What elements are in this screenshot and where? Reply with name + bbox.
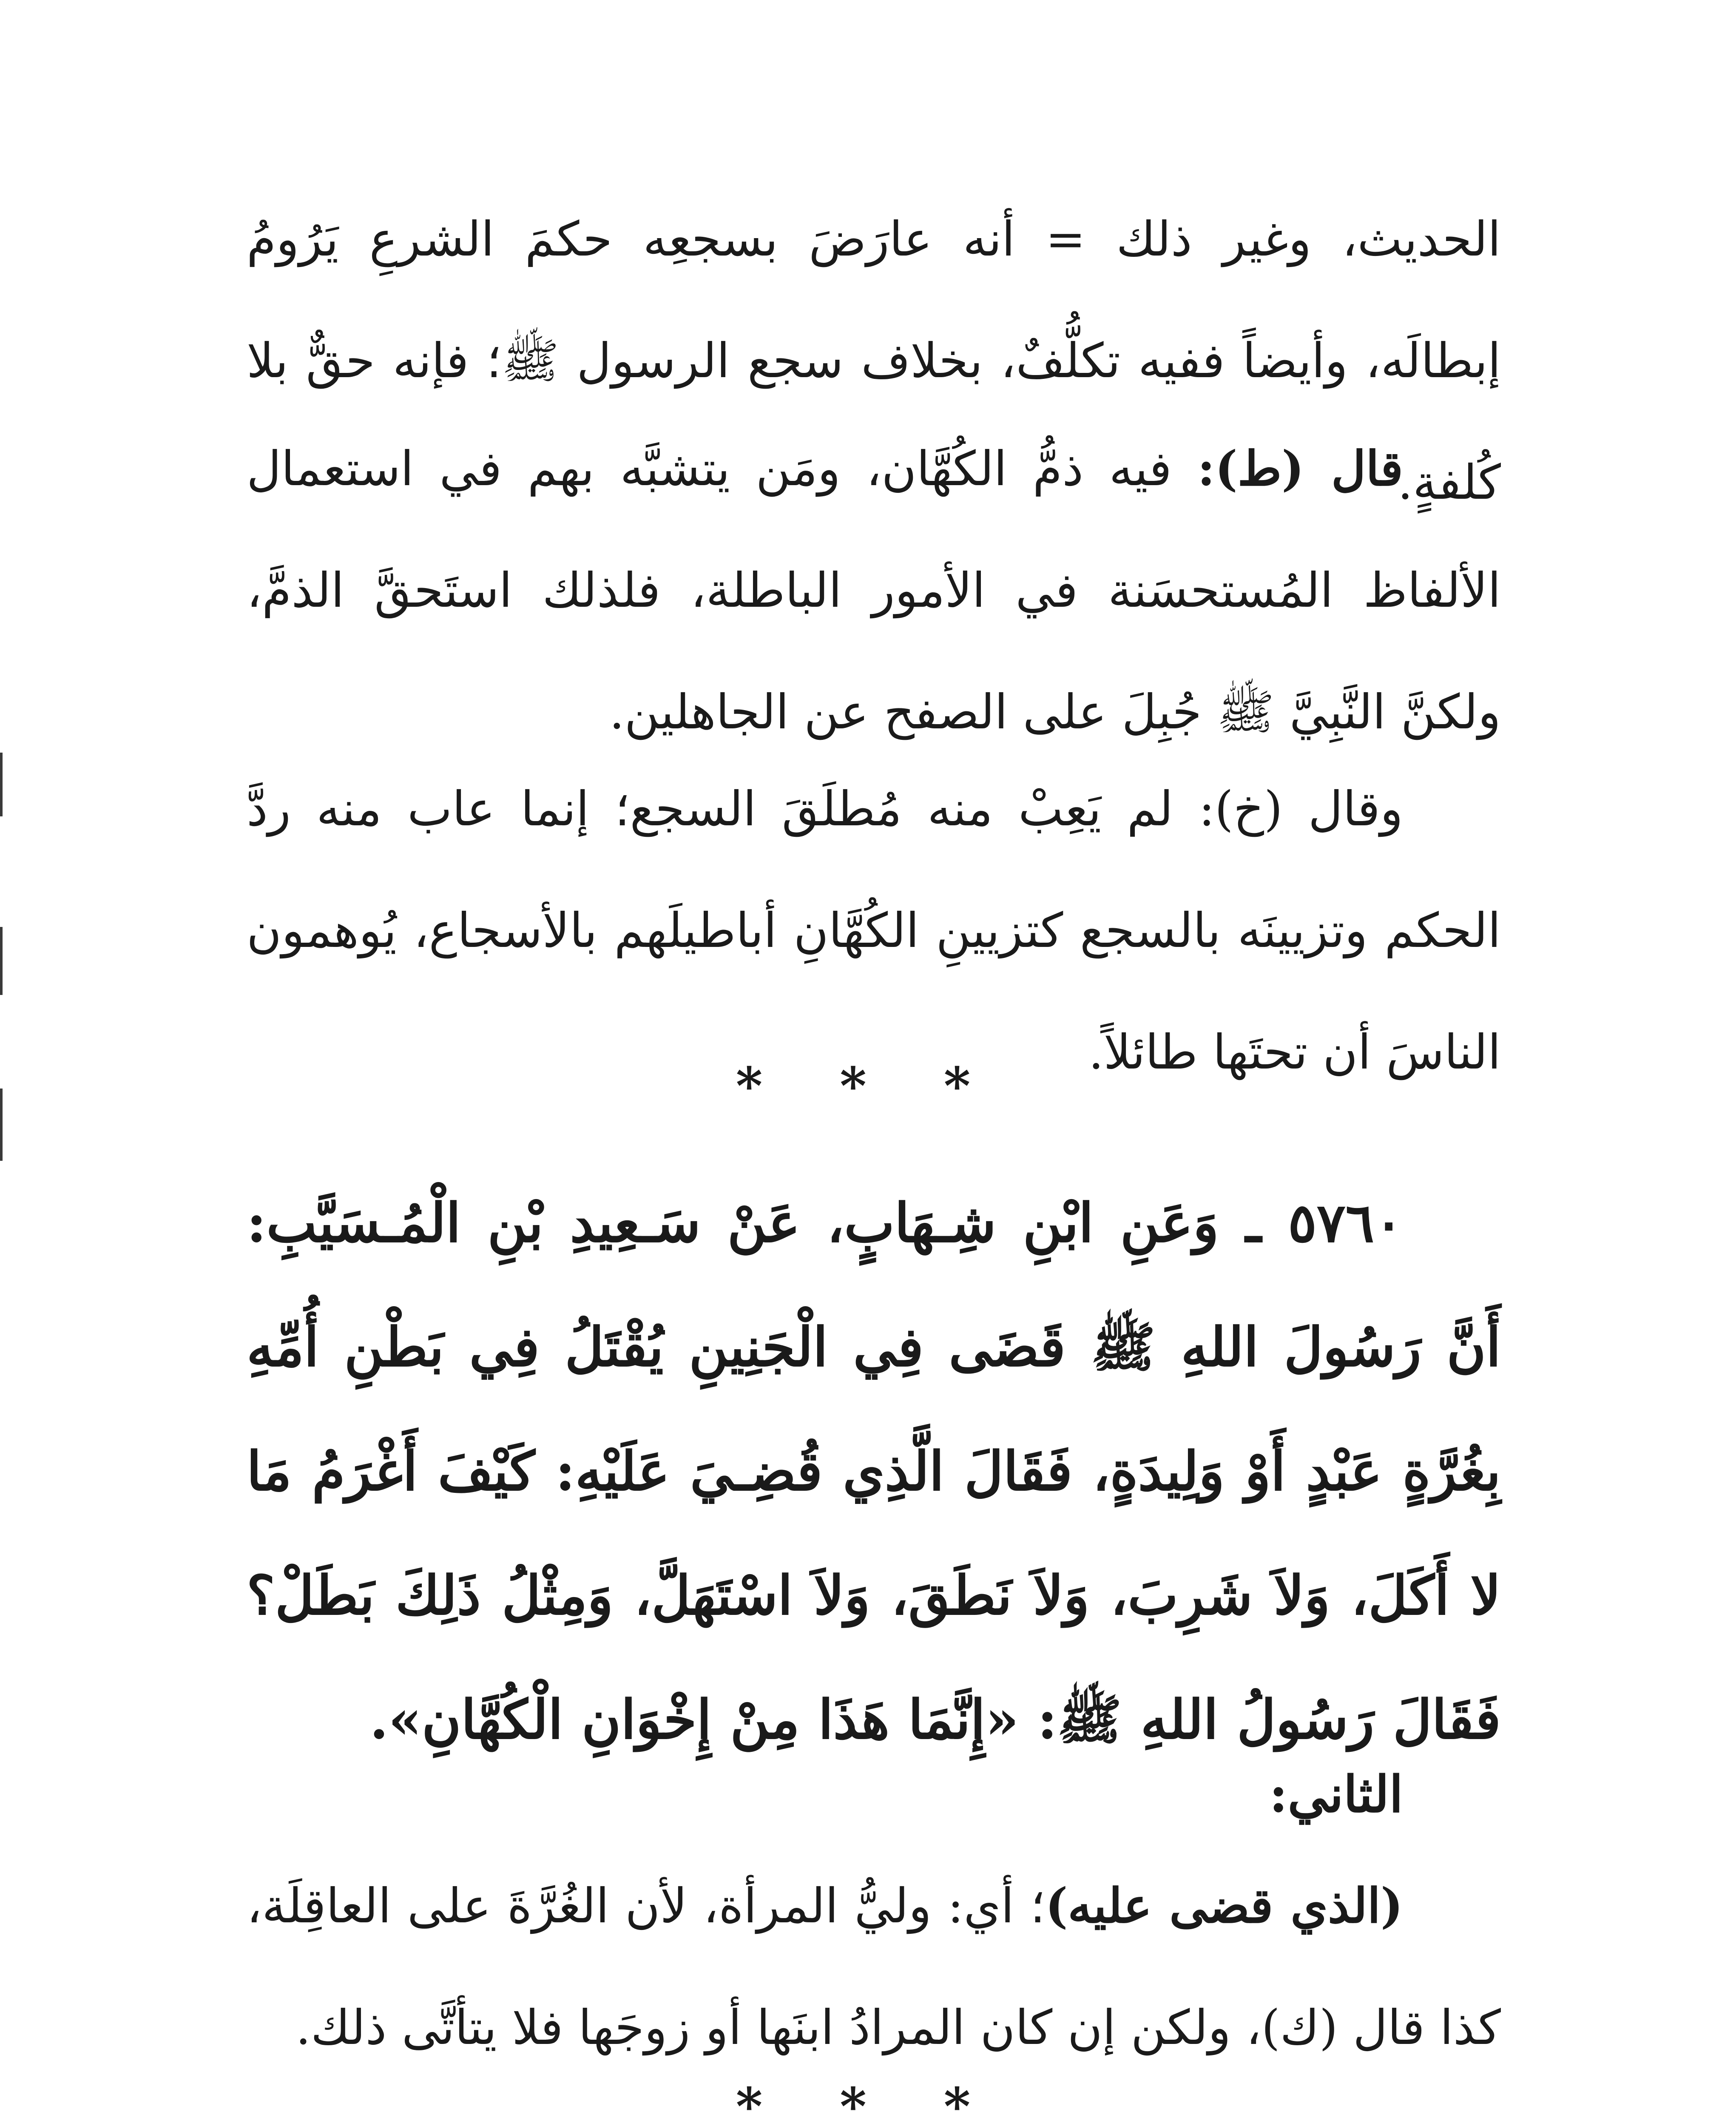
section-title: الثاني: — [1269, 1765, 1403, 1824]
commentary-paragraph-4 — [247, 1845, 1501, 2089]
commentary-paragraph-2 — [247, 408, 1501, 773]
section-divider — [0, 2075, 1736, 2126]
divider-asterisks: * * * — [736, 1056, 1000, 1116]
quoted-phrase: (الذي قضى عليه) — [1045, 1878, 1403, 1934]
scan-margin-mark — [0, 927, 3, 995]
paragraph-text: الحديث، وغير ذلك = أنه عارَضَ بسجعِه حكمَ الشرعِ يَرُومُ إبطالَه، وأيضاً ففيه تكلُّفٌ، بخلاف سجع الرسول ﷺ؛ فإنه حقٌّ بلا كُلفةٍ. — [247, 212, 1501, 510]
commentator-label: قال (ط): — [1197, 441, 1404, 497]
commentator-label: وقال (خ): — [1199, 782, 1403, 837]
divider-asterisks: * * * — [736, 2077, 1000, 2126]
paragraph — [247, 1161, 1501, 1782]
hadith-text: ـ وَعَنِ ابْنِ شِـهَابٍ، عَنْ سَـعِيدِ بْنِ الْمُـسَيَّبِ: أَنَّ رَسُولَ اللهِ ﷺ قَضَى فِي الْجَنِينِ يُقْتَلُ فِي بَطْنِ أُمِّهِ بِغُرَّةٍ عَبْدٍ أَوْ وَلِيدَةٍ، فَقَالَ الَّذِي قُضِـيَ عَلَيْهِ: كَيْفَ أَغْرَمُ مَا لا أَكَلَ، وَلاَ شَرِبَ، وَلاَ نَطَقَ، وَلاَ اسْتَهَلَّ، وَمِثْلُ ذَلِكَ بَطَلْ؟ فَقَالَ رَسُولُ اللهِ ﷺ: «إِنَّمَا هَذَا مِنْ إِخْوَانِ الْكُهَّانِ». — [247, 1191, 1501, 1751]
scan-margin-mark — [0, 753, 3, 816]
hadith-paragraph — [247, 1161, 1501, 1782]
paragraph — [247, 1845, 1501, 2089]
paragraph — [247, 408, 1501, 773]
hadith-number: ٥٧٦٠ — [1288, 1191, 1403, 1254]
section-divider — [0, 1054, 1736, 1118]
paragraph-text: لم يَعِبْ منه مُطلَقَ السجع؛ إنما عاب منه ردَّ الحكم وتزيينَه بالسجع كتزيينِ الكُهَّانِ أباطيلَهم بالأسجاع، يُوهمون الناسَ أن تحتَها طائلاً. — [247, 782, 1501, 1080]
paragraph-text: ؛ أي: وليُّ المرأة، لأن الغُرَّةَ على العاقِلَة، كذا قال (ك)، ولكن إن كان المرادُ ابنَها أو زوجَها فلا يتأتَّى ذلك. — [247, 1879, 1501, 2055]
paragraph-text: فيه ذمُّ الكُهَّان، ومَن يتشبَّه بهم في استعمال الألفاظ المُستحسَنة في الأمور الباطلة، فلذلك استَحقَّ الذمَّ، ولكنَّ النَّبِيَّ ﷺ جُبِلَ على الصفح عن الجاهلين. — [247, 441, 1501, 740]
